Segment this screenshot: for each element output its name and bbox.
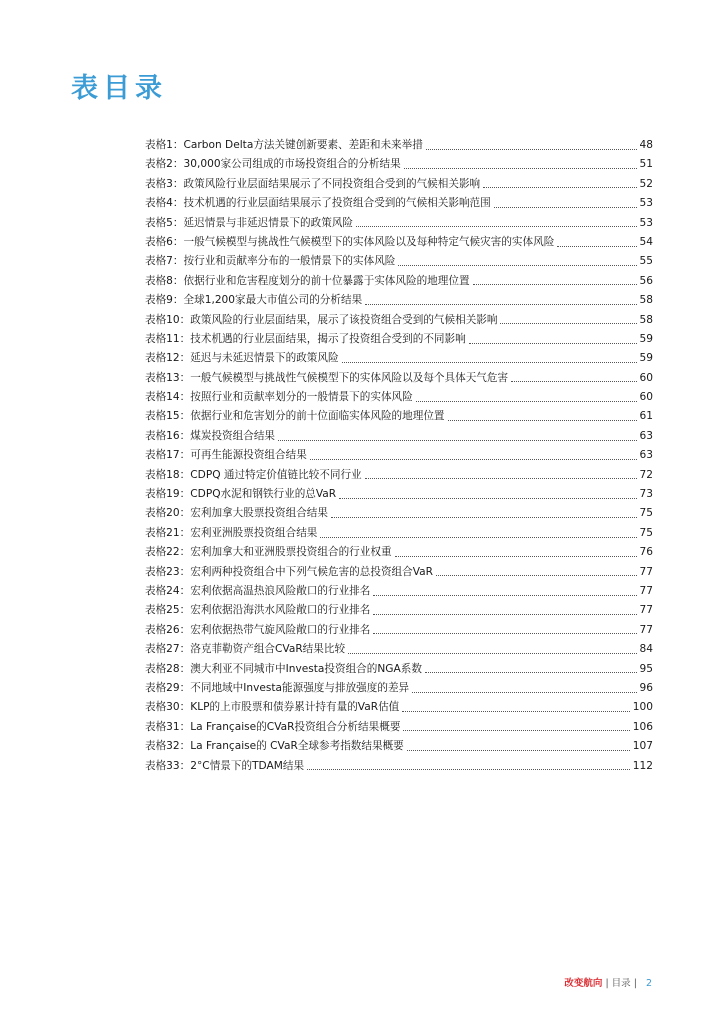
toc-entry[interactable]	[145, 194, 653, 213]
toc-entry-page: 58	[639, 294, 653, 307]
toc-entry-label: 表格4：技术机遇的行业层面结果展示了投资组合受到的气候相关影响范围	[145, 197, 491, 210]
toc-entry-label: 表格25：宏利依据沿海洪水风险敞口的行业排名	[145, 604, 371, 617]
toc-entry-page: 77	[639, 604, 653, 617]
toc-entry[interactable]	[145, 349, 653, 368]
dot-leader	[407, 749, 630, 751]
toc-entry-page: 84	[639, 643, 653, 656]
page-title: 表目录	[71, 73, 167, 104]
toc-entry[interactable]	[145, 543, 653, 562]
toc-entry-label: 表格32：La Française的 CVaR全球参考指数结果概要	[145, 740, 404, 753]
toc-entry-label: 表格24：宏利依据高温热浪风险敞口的行业排名	[145, 584, 371, 597]
toc-entry[interactable]	[145, 621, 653, 640]
toc-entry[interactable]	[145, 640, 653, 659]
toc-entry[interactable]	[145, 466, 653, 485]
toc-entry-page: 51	[639, 158, 653, 171]
dot-leader	[403, 729, 629, 731]
dot-leader	[373, 594, 636, 596]
toc-entry[interactable]	[145, 601, 653, 620]
dot-leader	[426, 148, 637, 150]
toc-entry-page: 60	[639, 371, 653, 384]
toc-entry[interactable]	[145, 175, 653, 194]
toc-entry-label: 表格31：La Française的CVaR投资组合分析结果概要	[145, 720, 401, 733]
toc-entry-label: 表格8：依据行业和危害程度划分的前十位暴露于实体风险的地理位置	[145, 274, 470, 287]
toc-entry[interactable]	[145, 524, 653, 543]
toc-entry-page: 106	[632, 720, 653, 733]
toc-entry-label: 表格9：全球1,200家最大市值公司的分析结果	[145, 294, 363, 307]
toc-entry[interactable]	[145, 136, 653, 155]
toc-entry-page: 76	[639, 546, 653, 559]
dot-leader	[402, 710, 629, 712]
dot-leader	[483, 186, 636, 188]
toc-entry-page: 75	[639, 526, 653, 539]
toc-entry-label: 表格16：煤炭投资组合结果	[145, 429, 276, 442]
toc-entry[interactable]	[145, 388, 653, 407]
toc-entry-page: 63	[639, 449, 653, 462]
dot-leader	[473, 283, 637, 285]
toc-entry[interactable]	[145, 369, 653, 388]
dot-leader	[448, 419, 637, 421]
toc-entry-label: 表格26：宏利依据热带气旋风险敞口的行业排名	[145, 623, 371, 636]
dot-leader	[365, 303, 636, 305]
dot-leader	[469, 342, 637, 344]
toc-entry[interactable]	[145, 214, 653, 233]
toc-entry-page: 53	[639, 216, 653, 229]
toc-entry-label: 表格19：CDPQ水泥和钢铁行业的总VaR	[145, 488, 337, 501]
toc-entry-page: 63	[639, 429, 653, 442]
toc-entry-label: 表格22：宏利加拿大和亚洲股票投资组合的行业权重	[145, 546, 392, 559]
toc-entry[interactable]	[145, 272, 653, 291]
toc-entry[interactable]	[145, 718, 653, 737]
dot-leader	[339, 497, 636, 499]
toc-entry[interactable]	[145, 155, 653, 174]
toc-entry-page: 55	[639, 255, 653, 268]
toc-entry-label: 表格14：按照行业和贡献率划分的一般情景下的实体风险	[145, 391, 413, 404]
toc-entry-page: 96	[639, 681, 653, 694]
toc-entry-page: 61	[639, 410, 653, 423]
toc-entry-label: 表格13：一般气候模型与挑战性气候模型下的实体风险以及每个具体天气危害	[145, 371, 509, 384]
toc-entry[interactable]	[145, 446, 653, 465]
toc-entry-label: 表格1：Carbon Delta方法关键创新要素、差距和未来举措	[145, 139, 423, 151]
dot-leader	[557, 245, 636, 247]
toc-entry-label: 表格23：宏利两种投资组合中下列气候危害的总投资组合VaR	[145, 565, 434, 578]
toc-entry-page: 60	[639, 391, 653, 404]
toc-entry-label: 表格29：不同地域中Investa能源强度与排放强度的差异	[145, 681, 410, 694]
dot-leader	[342, 361, 637, 363]
dot-leader	[436, 574, 637, 576]
toc-entry[interactable]	[145, 679, 653, 698]
dot-leader	[348, 652, 636, 654]
toc-entry[interactable]	[145, 757, 653, 776]
toc-entry-page: 95	[639, 662, 653, 675]
toc-entry-page: 75	[639, 507, 653, 520]
toc-entry[interactable]	[145, 485, 653, 504]
dot-leader	[331, 516, 637, 518]
dot-leader	[320, 536, 636, 538]
toc-entry-page: 77	[639, 565, 653, 578]
toc-entry-label: 表格2：30,000家公司组成的市场投资组合的分析结果	[145, 158, 401, 171]
toc-entry-label: 表格21：宏利亚洲股票投资组合结果	[145, 526, 318, 539]
toc-entry[interactable]	[145, 291, 653, 310]
toc-entry-page: 54	[639, 235, 653, 248]
table-of-tables	[145, 136, 653, 776]
toc-entry-label: 表格27：洛克菲勒资产组合CVaR结果比较	[145, 643, 346, 656]
dot-leader	[494, 206, 637, 208]
toc-entry-label: 表格3：政策风险行业层面结果展示了不同投资组合受到的气候相关影响	[145, 177, 481, 190]
toc-entry-label: 表格20：宏利加拿大股票投资组合结果	[145, 507, 328, 520]
dot-leader	[416, 400, 637, 402]
dot-leader	[500, 322, 636, 324]
toc-entry-page: 77	[639, 584, 653, 597]
toc-entry-label: 表格18：CDPQ 通过特定价值链比较不同行业	[145, 468, 362, 481]
toc-entry-label: 表格12：延迟与未延迟情景下的政策风险	[145, 352, 339, 365]
toc-entry[interactable]	[145, 427, 653, 446]
footer-separator: |	[633, 978, 637, 989]
toc-entry-page: 107	[632, 740, 653, 753]
toc-entry[interactable]	[145, 582, 653, 601]
dot-leader	[356, 225, 636, 227]
toc-entry-label: 表格11：技术机遇的行业层面结果，揭示了投资组合受到的不同影响	[145, 332, 466, 345]
toc-entry[interactable]	[145, 737, 653, 756]
toc-entry[interactable]	[145, 698, 653, 717]
toc-entry[interactable]	[145, 330, 653, 349]
toc-entry-label: 表格30：KLP的上市股票和债券累计持有量的VaR估值	[145, 701, 400, 714]
toc-entry-label: 表格10：政策风险的行业层面结果，展示了该投资组合受到的气候相关影响	[145, 313, 498, 326]
toc-entry-page: 73	[639, 488, 653, 501]
dot-leader	[373, 632, 636, 634]
footer-section: 目录	[611, 978, 631, 989]
page-footer	[564, 975, 652, 989]
toc-entry-page: 59	[639, 332, 653, 345]
toc-entry-label: 表格15：依据行业和危害划分的前十位面临实体风险的地理位置	[145, 410, 445, 423]
toc-entry[interactable]	[145, 504, 653, 523]
toc-entry-page: 112	[632, 759, 653, 772]
dot-leader	[310, 458, 637, 460]
toc-entry[interactable]	[145, 660, 653, 679]
toc-entry-label: 表格28：澳大利亚不同城市中Investa投资组合的NGA系数	[145, 662, 422, 675]
toc-entry-page: 59	[639, 352, 653, 365]
toc-entry-label: 表格17：可再生能源投资组合结果	[145, 449, 307, 462]
toc-entry-page: 48	[639, 139, 653, 151]
toc-entry[interactable]	[145, 233, 653, 252]
dot-leader	[307, 768, 630, 770]
toc-entry-page: 52	[639, 177, 653, 190]
toc-entry[interactable]	[145, 252, 653, 271]
dot-leader	[365, 477, 637, 479]
toc-entry[interactable]	[145, 563, 653, 582]
footer-separator: |	[605, 978, 609, 989]
dot-leader	[278, 439, 637, 441]
toc-entry-label: 表格7：按行业和贡献率分布的一般情景下的实体风险	[145, 255, 396, 268]
dot-leader	[425, 671, 637, 673]
toc-entry-page: 53	[639, 197, 653, 210]
toc-entry-label: 表格6：一般气候模型与挑战性气候模型下的实体风险以及每种特定气候灾害的实体风险	[145, 235, 555, 248]
toc-entry-label: 表格33：2°C情景下的TDAM结果	[145, 759, 305, 772]
toc-entry-page: 77	[639, 623, 653, 636]
toc-entry-label: 表格5：延迟情景与非延迟情景下的政策风险	[145, 216, 354, 229]
dot-leader	[395, 555, 637, 557]
dot-leader	[511, 380, 636, 382]
footer-brand: 改变航向	[564, 978, 603, 989]
toc-entry[interactable]	[145, 407, 653, 426]
dot-leader	[373, 613, 636, 615]
toc-entry-page: 56	[639, 274, 653, 287]
toc-entry-page: 58	[639, 313, 653, 326]
dot-leader	[404, 167, 637, 169]
dot-leader	[398, 264, 636, 266]
footer-page-number: 2	[645, 978, 652, 989]
toc-entry[interactable]	[145, 311, 653, 330]
dot-leader	[412, 691, 636, 693]
toc-entry-page: 72	[639, 468, 653, 481]
toc-entry-page: 100	[632, 701, 653, 714]
